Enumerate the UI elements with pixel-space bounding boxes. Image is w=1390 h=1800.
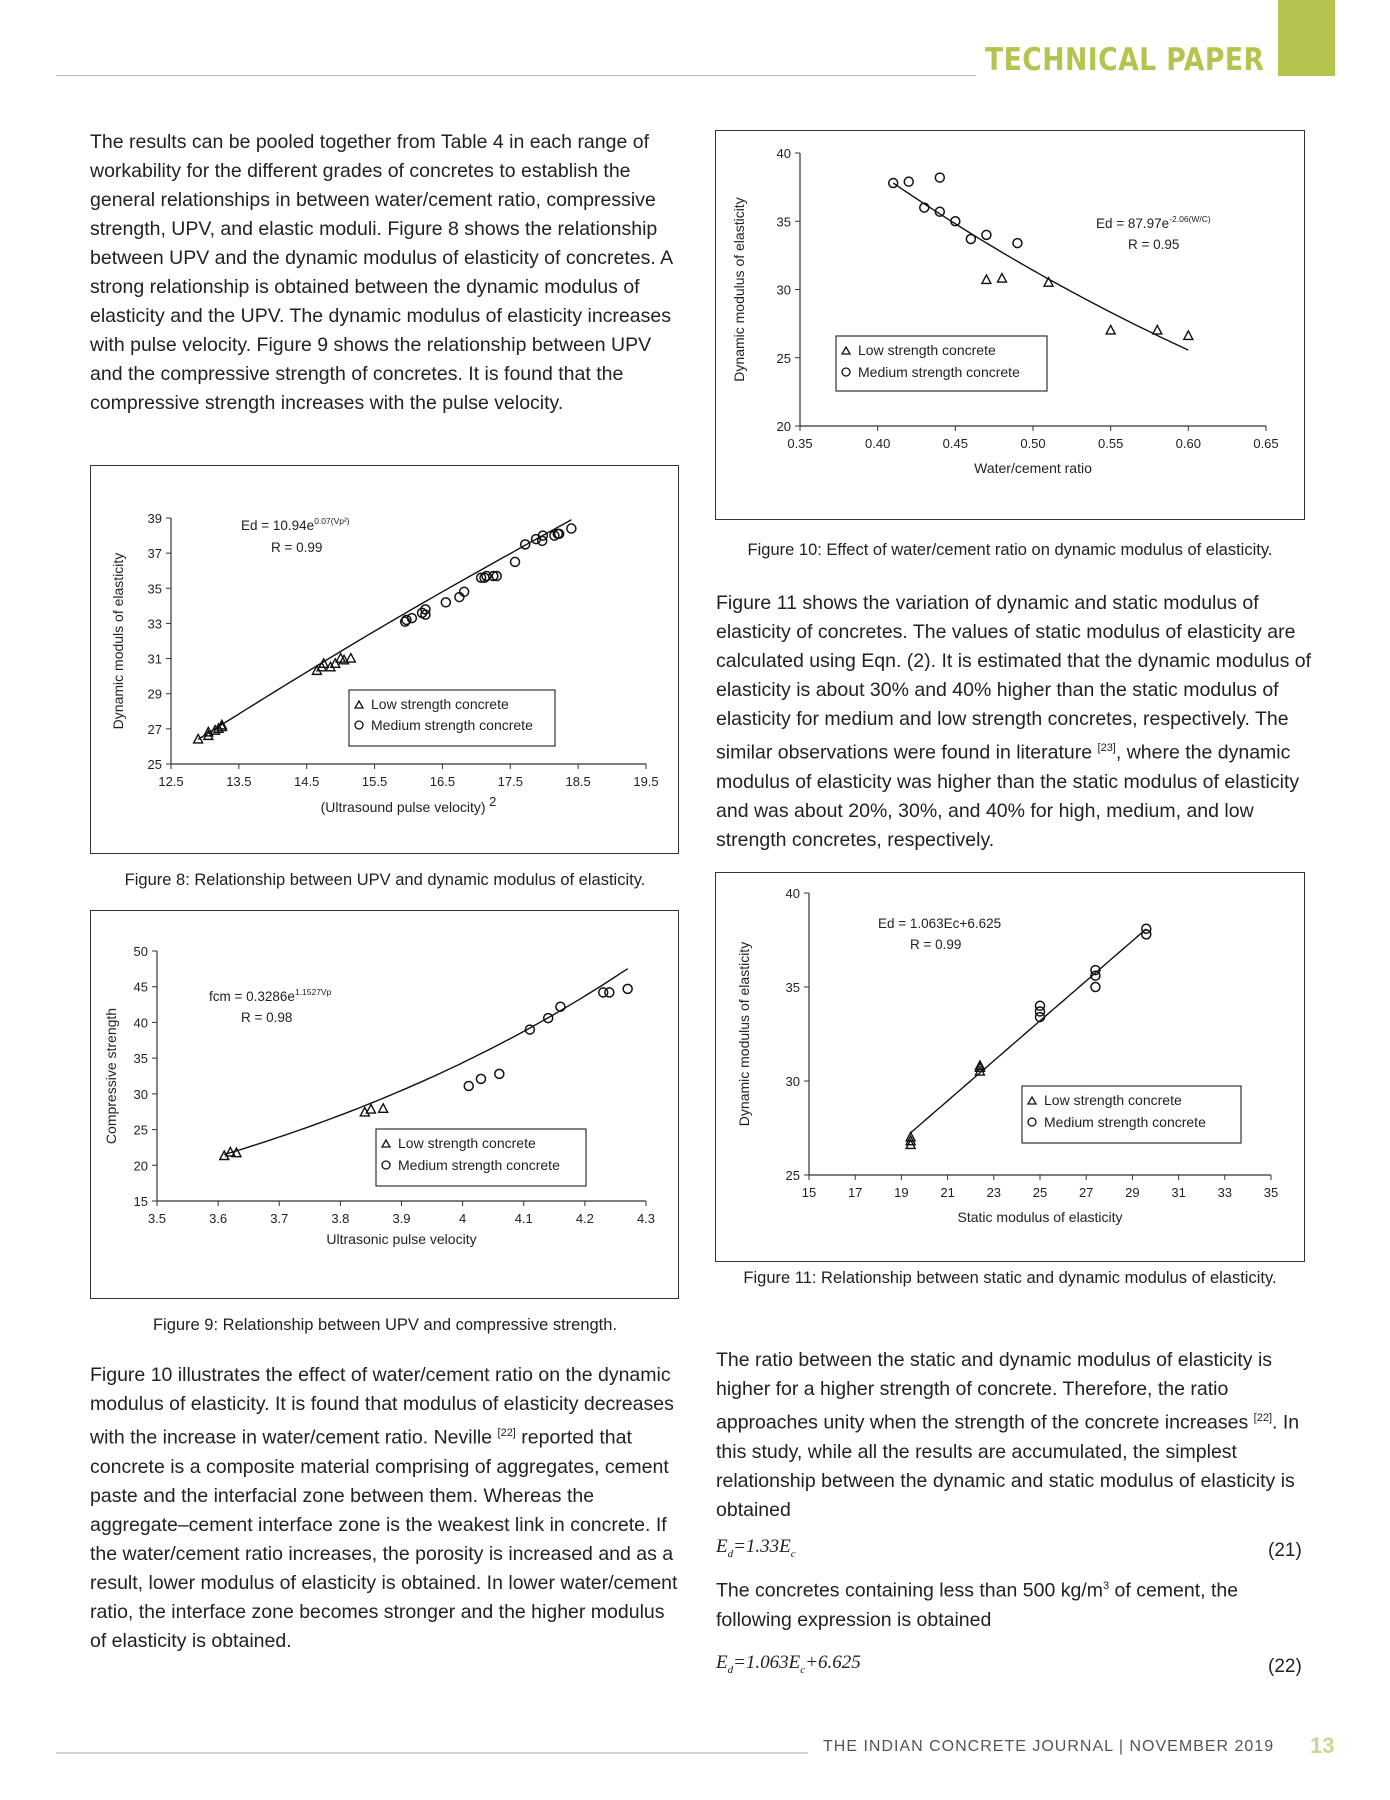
figure-10 [715, 130, 1305, 520]
svg-text:Ultrasonic pulse velocity: Ultrasonic pulse velocity [326, 1231, 477, 1247]
paragraph-5 [716, 1572, 1316, 1635]
svg-text:33: 33 [1217, 1185, 1233, 1200]
svg-text:13.5: 13.5 [226, 774, 252, 789]
citation-23[interactable]: [23] [1097, 742, 1116, 754]
svg-text:37: 37 [147, 546, 162, 562]
svg-text:25: 25 [1032, 1185, 1048, 1200]
citation-22[interactable]: [22] [497, 1427, 516, 1439]
svg-text:Low strength concrete: Low strength concrete [371, 696, 509, 712]
svg-text:Ed = 10.94e0.07(Vp²): $Ed = 10.94e^{0.07(Vp^2)}$ [241, 516, 350, 533]
svg-text:29: 29 [1125, 1185, 1140, 1200]
svg-text:fcm = 0.3286e1.1527Vp: fcm = $0.3286e^{1.1527Vp}$ [209, 987, 332, 1004]
svg-text:30: 30 [785, 1074, 800, 1089]
footer-journal: THE INDIAN CONCRETE JOURNAL | NOVEMBER 2019 [823, 1738, 1275, 1755]
citation-22b[interactable]: [22] [1253, 1412, 1273, 1424]
svg-text:30: 30 [133, 1086, 148, 1102]
svg-text:35: 35 [785, 980, 800, 995]
page-number: 13 [1310, 1733, 1335, 1758]
figure-11 [715, 872, 1305, 1262]
svg-text:12.5: 12.5 [158, 774, 184, 789]
svg-text:Low strength concrete: Low strength concrete [398, 1135, 536, 1151]
svg-text:Low strength concrete: Low strength concrete [858, 342, 996, 358]
paragraph-4 [716, 1346, 1316, 1525]
paragraph-3 [716, 589, 1316, 855]
svg-text:35: 35 [147, 581, 162, 597]
svg-text:15: 15 [133, 1194, 148, 1209]
svg-text:25: 25 [785, 1168, 800, 1183]
svg-text:33: 33 [147, 616, 162, 632]
svg-text:16.5: 16.5 [429, 774, 456, 789]
svg-text:Dynamic modulus of elasticity: Dynamic modulus of elasticity [731, 197, 747, 382]
svg-text:19: 19 [894, 1185, 909, 1200]
svg-text:Dynamic modulus of elasticity: Dynamic modulus of elasticity [736, 941, 752, 1127]
svg-text:0.45: 0.45 [942, 436, 968, 451]
svg-text:4.2: 4.2 [575, 1211, 594, 1226]
header-rule [56, 75, 976, 76]
svg-text:3.6: 3.6 [209, 1211, 228, 1226]
figure-8-chart [91, 466, 678, 853]
svg-text:50: 50 [133, 944, 148, 959]
svg-text:25: 25 [776, 350, 791, 366]
paragraph-4-text-b: . In this study, while all the results are accumulated, the simplest relationship between the dynamic and static modulus of elasticity is obtained [716, 1411, 1300, 1521]
svg-text:40: 40 [133, 1015, 148, 1031]
equation-22: $E_d=1.063E_c+6.625$ [716, 1652, 861, 1676]
svg-text:4.3: 4.3 [636, 1211, 656, 1226]
paragraph-1: The results can be pooled together from Table 4 in each range of workability for the different grades of concretes to establish the general relationships in between water/cement ratio, compressive strength, UPV, and elastic moduli. Figure 8 shows the relationship between UPV and the dynamic modulus of elasticity of concretes. A strong relationship is obtained between the dynamic modulus of elasticity and the UPV. The dynamic modulus of elasticity increases with pulse velocity. Figure 9 shows the relationship between UPV and the compressive strength of concretes. It is found that the compressive strength increases with the pulse velocity. [90, 131, 673, 414]
svg-text:Water/cement ratio: Water/cement ratio [974, 460, 1092, 476]
svg-text:20: 20 [776, 419, 791, 434]
svg-text:0.35: 0.35 [787, 436, 813, 451]
figure-10-caption: Figure 10: Effect of water/cement ratio on dynamic modulus of elasticity. [747, 541, 1273, 559]
svg-text:Medium strength concrete: Medium strength concrete [1044, 1114, 1206, 1130]
svg-text:R = 0.99: R = 0.99 [271, 540, 323, 555]
svg-text:27: 27 [147, 721, 162, 737]
svg-text:35: 35 [1263, 1185, 1279, 1200]
svg-text:25: 25 [147, 757, 162, 772]
svg-text:20: 20 [133, 1158, 148, 1174]
svg-text:23: 23 [986, 1185, 1002, 1200]
svg-text:29: 29 [147, 686, 162, 702]
svg-text:40: 40 [776, 146, 791, 161]
svg-text:3.9: 3.9 [392, 1211, 411, 1226]
svg-text:Medium strength concrete: Medium strength concrete [398, 1157, 560, 1173]
svg-text:19.5: 19.5 [633, 774, 659, 789]
paragraph-2-text-a: Figure 10 illustrates the effect of water/cement ratio on the dynamic modulus of elasticity. It is found that modulus of elasticity decreases with the increase in water/cement ratio. Neville [90, 1364, 674, 1449]
paragraph-4-text-a: The ratio between the static and dynamic modulus of elasticity is higher for a higher strength of concrete. Therefore, the ratio approaches unity when the strength of the concrete increases [716, 1349, 1273, 1434]
equation-22-number: (22) [1268, 1656, 1302, 1677]
paragraph-5-text-a: The concretes containing less than 500 kg/m [716, 1579, 1103, 1602]
svg-text:Compressive strength: Compressive strength [103, 1007, 119, 1145]
svg-text:31: 31 [147, 651, 162, 667]
accent-block [1278, 0, 1335, 76]
svg-text:25: 25 [133, 1122, 148, 1138]
paragraph-3-text-b: , where the dynamic modulus of elasticity was higher than the static modulus of elasticity and was about 20%, 30%, and 40% for high, medium, and low strength concretes, respectively. [716, 741, 1300, 851]
svg-text:Ed = 87.97e-2.06(W/C): $Ed = 87.97e^{-2.06(W/C)}$ [1096, 214, 1211, 231]
figure-10-chart [716, 131, 1304, 519]
svg-text:21: 21 [940, 1185, 955, 1200]
svg-text:18.5: 18.5 [565, 774, 591, 789]
svg-text:27: 27 [1078, 1185, 1094, 1200]
svg-text:3.8: 3.8 [331, 1211, 350, 1226]
figure-8 [90, 465, 679, 854]
svg-text:4.1: 4.1 [514, 1211, 533, 1226]
svg-text:40: 40 [785, 886, 800, 901]
svg-text:Medium strength concrete: Medium strength concrete [371, 717, 533, 733]
svg-text:Low strength concrete: Low strength concrete [1044, 1092, 1182, 1108]
svg-text:45: 45 [133, 979, 148, 995]
figure-11-caption: Figure 11: Relationship between static and dynamic modulus of elasticity. [743, 1269, 1277, 1287]
figure-8-caption: Figure 8: Relationship between UPV and dynamic modulus of elasticity. [124, 871, 646, 889]
figure-9-chart [91, 911, 678, 1298]
svg-text:(Ultrasound pulse velocity) 2: (Ultrasound pulse velocity) 2 [320, 794, 497, 815]
svg-text:R = 0.99: R = 0.99 [910, 937, 962, 952]
footer-rule [56, 1752, 808, 1754]
svg-text:0.60: 0.60 [1175, 436, 1201, 451]
paragraph-3-text-a: Figure 11 shows the variation of dynamic and static modulus of elasticity of concretes. The values of static modulus of elasticity are calculated using Eqn. (2). It is estimated that the dynamic modulus of elasticity is about 30% and 40% higher than the static modulus of elasticity for medium and low strength concretes, respectively. The similar observations were found in literature [716, 592, 1312, 764]
paragraph-2-text-b: reported that concrete is a composite material comprising of aggregates, cement paste and the interfacial zone between them. Whereas the aggregate–cement interface zone is the weakest link in concrete. If the water/cement ratio increases, the porosity is increased and as a result, lower modulus of elasticity is obtained. In lower water/cement ratio, the interface zone becomes stronger and the higher modulus of elasticity is obtained. [90, 1426, 678, 1652]
svg-text:0.50: 0.50 [1020, 436, 1046, 451]
figure-11-chart [716, 873, 1304, 1261]
superscript-3: 3 [1102, 1580, 1110, 1592]
svg-text:15: 15 [801, 1185, 817, 1200]
svg-text:15.5: 15.5 [361, 774, 388, 789]
svg-text:Dynamic moduls of elasticity: Dynamic moduls of elasticity [110, 552, 126, 730]
paragraph-5-text-b: of cement, the following expression is obtained [716, 1579, 1239, 1631]
svg-text:4: 4 [459, 1211, 467, 1226]
svg-text:17.5: 17.5 [497, 774, 523, 789]
equation-21-number: (21) [1268, 1540, 1302, 1561]
svg-text:3.5: 3.5 [147, 1211, 167, 1226]
svg-text:Ed = 1.063Ec+6.625: Ed = 1.063Ec+6.625 [878, 916, 1002, 931]
svg-text:30: 30 [776, 282, 791, 298]
equation-21: $E_d=1.33E_c$ [716, 1536, 796, 1560]
svg-text:0.65: 0.65 [1253, 436, 1279, 451]
figure-9-caption: Figure 9: Relationship between UPV and compressive strength. [152, 1316, 618, 1334]
svg-text:14.5: 14.5 [294, 774, 320, 789]
svg-text:0.40: 0.40 [865, 436, 891, 451]
svg-text:R = 0.98: R = 0.98 [241, 1010, 293, 1025]
svg-text:31: 31 [1171, 1185, 1186, 1200]
svg-text:39: 39 [147, 511, 162, 526]
svg-text:3.7: 3.7 [270, 1211, 289, 1226]
svg-text:Medium strength concrete: Medium strength concrete [858, 364, 1020, 380]
svg-text:35: 35 [133, 1051, 148, 1067]
svg-text:35: 35 [776, 214, 791, 230]
paragraph-2 [90, 1361, 685, 1656]
svg-text:0.55: 0.55 [1098, 436, 1124, 451]
svg-text:Static modulus of elasticity: Static modulus of elasticity [957, 1209, 1123, 1225]
section-title: TECHNICAL PAPER [985, 42, 1265, 78]
figure-9 [90, 910, 679, 1299]
svg-text:R = 0.95: R = 0.95 [1128, 237, 1180, 252]
svg-text:17: 17 [847, 1185, 863, 1200]
